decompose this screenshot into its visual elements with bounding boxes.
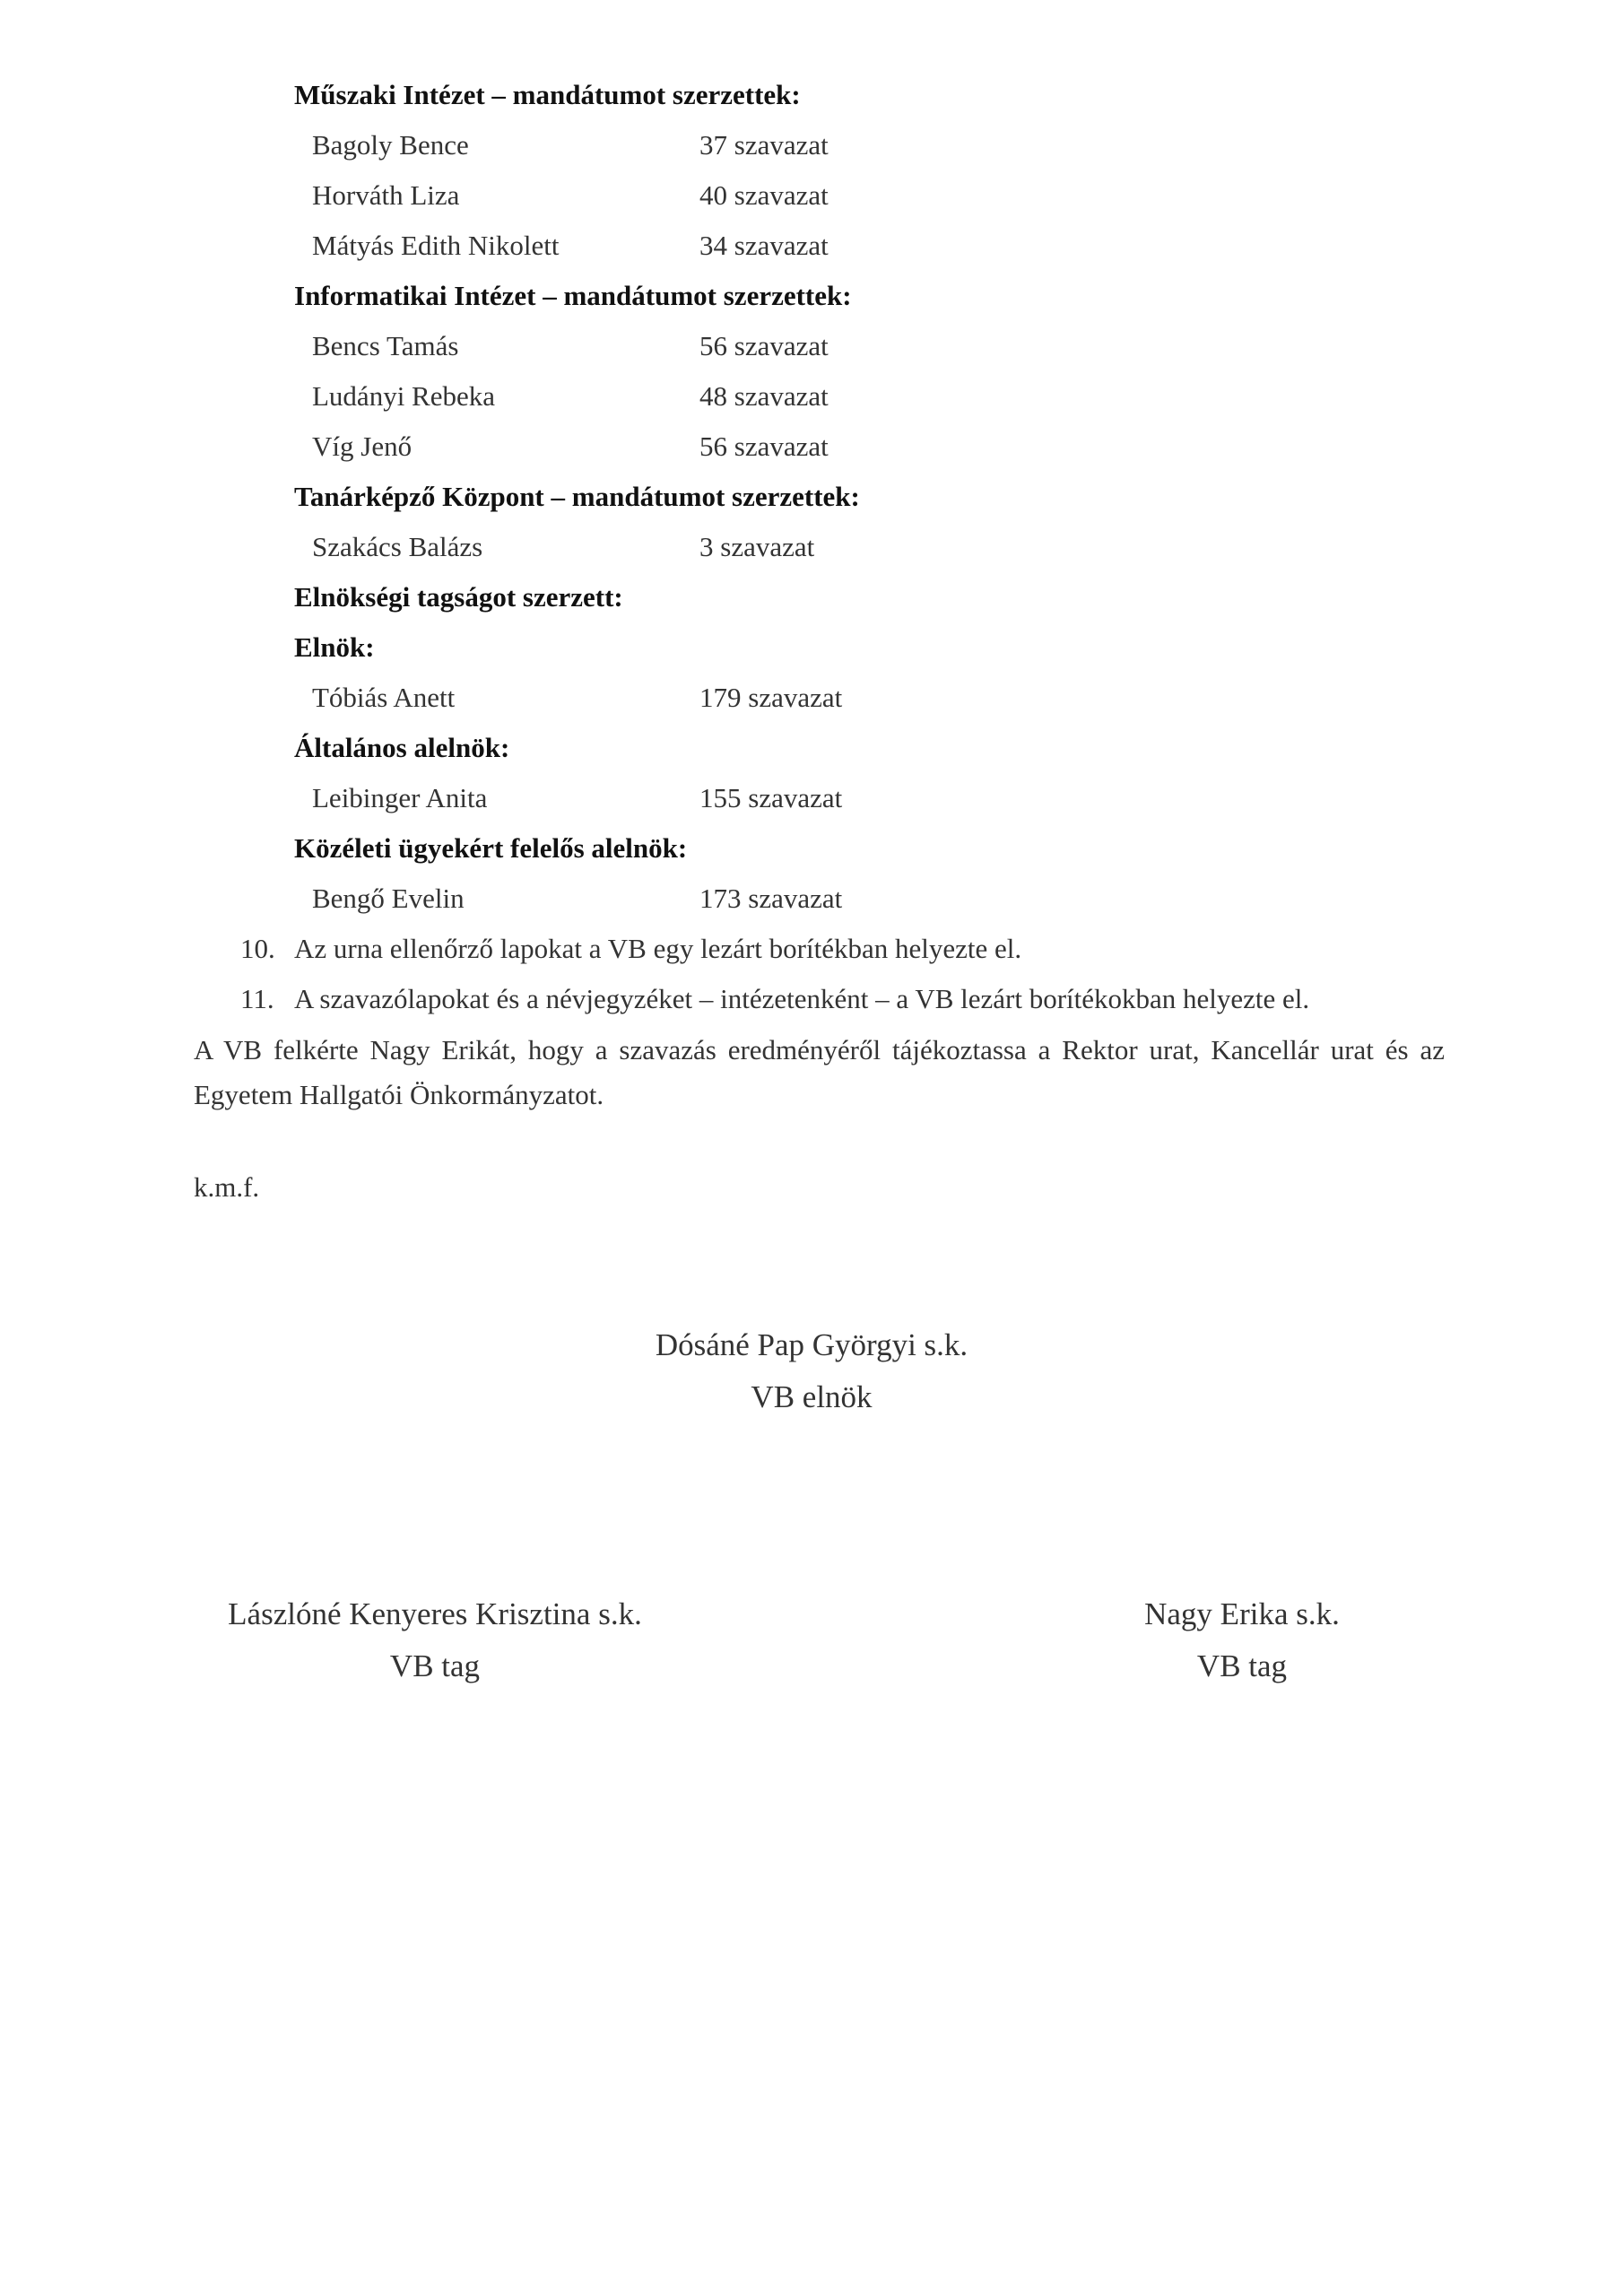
candidate-name: Leibinger Anita xyxy=(312,782,488,813)
chair-signature-name: Dósáné Pap Györgyi s.k. xyxy=(655,1327,968,1362)
chair-signature-role: VB elnök xyxy=(751,1379,873,1414)
closing-paragraph: A VB felkérte Nagy Erikát, hogy a szavazás eredményéről tájékoztassa a Rektor urat, Kancellár urat és az Egyetem Hallgatói Önkormányzatot. xyxy=(194,1034,1445,1110)
candidate-votes: 155 szavazat xyxy=(699,782,843,813)
candidate-name: Bencs Tamás xyxy=(312,330,459,361)
candidate-name: Tóbiás Anett xyxy=(312,682,456,713)
list-number: 11. xyxy=(240,983,274,1014)
candidate-name: Bagoly Bence xyxy=(312,129,469,161)
candidate-votes: 173 szavazat xyxy=(699,883,843,914)
candidate-votes: 179 szavazat xyxy=(699,682,843,713)
section-heading-kozeleti: Közéleti ügyekért felelős alelnök: xyxy=(294,832,688,864)
kmf-label: k.m.f. xyxy=(194,1171,260,1203)
candidate-votes: 40 szavazat xyxy=(699,179,829,211)
member1-signature-role: VB tag xyxy=(389,1648,481,1683)
candidate-name: Mátyás Edith Nikolett xyxy=(312,230,560,261)
candidate-name: Bengő Evelin xyxy=(312,883,465,914)
section-heading-altalanos: Általános alelnök: xyxy=(294,732,510,763)
list-item-text: A szavazólapokat és a névjegyzéket – intézetenként – a VB lezárt borítékokban helyezte el. xyxy=(294,983,1310,1014)
candidate-votes: 56 szavazat xyxy=(699,330,829,361)
candidate-votes: 3 szavazat xyxy=(699,531,815,562)
member2-signature-role: VB tag xyxy=(1196,1648,1288,1683)
section-heading-muszaki: Műszaki Intézet – mandátumot szerzettek: xyxy=(294,79,801,110)
section-heading-elnokseg: Elnökségi tagságot szerzett: xyxy=(294,581,623,613)
section-heading-elnok: Elnök: xyxy=(294,631,375,663)
candidate-votes: 48 szavazat xyxy=(699,380,829,412)
candidate-name: Ludányi Rebeka xyxy=(312,380,496,412)
list-item-text: Az urna ellenőrző lapokat a VB egy lezárt borítékban helyezte el. xyxy=(294,933,1022,964)
section-heading-tanarkepzo: Tanárképző Központ – mandátumot szerzettek: xyxy=(294,481,860,512)
member1-signature-name: Lászlóné Kenyeres Krisztina s.k. xyxy=(228,1596,642,1631)
section-heading-informatikai: Informatikai Intézet – mandátumot szerzettek: xyxy=(294,280,852,311)
candidate-name: Szakács Balázs xyxy=(312,531,483,562)
candidate-votes: 56 szavazat xyxy=(699,430,829,462)
candidate-votes: 37 szavazat xyxy=(699,129,829,161)
list-number: 10. xyxy=(240,933,275,964)
candidate-name: Horváth Liza xyxy=(312,179,460,211)
candidate-votes: 34 szavazat xyxy=(699,230,829,261)
member2-signature-name: Nagy Erika s.k. xyxy=(1144,1596,1340,1631)
candidate-name: Víg Jenő xyxy=(312,430,413,462)
